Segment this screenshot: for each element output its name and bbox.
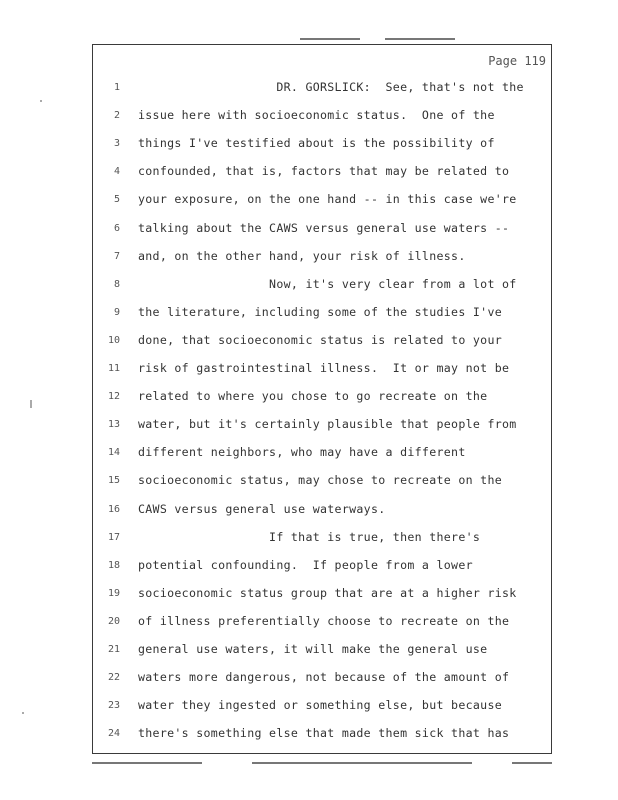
transcript-line xyxy=(96,502,548,522)
transcript-line xyxy=(96,249,548,269)
line-number: 5 xyxy=(113,194,120,205)
transcript-line xyxy=(96,642,548,662)
line-text: DR. GORSLICK: See, that's not the xyxy=(138,80,524,94)
line-text: related to where you chose to go recreate on the xyxy=(138,389,488,403)
line-text: waters more dangerous, not because of the amount of xyxy=(138,670,510,684)
line-text: risk of gastrointestinal illness. It or may not be xyxy=(138,361,510,375)
line-text: your exposure, on the one hand -- in this case we're xyxy=(138,192,517,206)
line-text: socioeconomic status group that are at a higher risk xyxy=(138,586,517,600)
line-number: 4 xyxy=(113,166,120,177)
line-number: 18 xyxy=(107,560,120,571)
transcript-line xyxy=(96,726,548,746)
scan-speck xyxy=(22,712,24,714)
line-number: 7 xyxy=(113,251,120,262)
line-text: done, that socioeconomic status is related to your xyxy=(138,333,503,347)
line-text: different neighbors, who may have a different xyxy=(138,445,466,459)
transcript-line xyxy=(96,614,548,634)
line-text: water, but it's certainly plausible that people from xyxy=(138,417,517,431)
line-number: 12 xyxy=(107,391,120,402)
transcript-line xyxy=(96,670,548,690)
line-number: 10 xyxy=(107,335,120,346)
scan-speck xyxy=(40,100,42,102)
line-number: 2 xyxy=(113,110,120,121)
transcript-line xyxy=(96,80,548,100)
line-number: 21 xyxy=(107,644,120,655)
transcript-line xyxy=(96,221,548,241)
transcript-line xyxy=(96,277,548,297)
line-text: CAWS versus general use waterways. xyxy=(138,502,386,516)
line-text: Now, it's very clear from a lot of xyxy=(138,277,517,291)
transcript-line xyxy=(96,136,548,156)
line-text: issue here with socioeconomic status. One of the xyxy=(138,108,495,122)
line-text: talking about the CAWS versus general use waters -- xyxy=(138,221,510,235)
line-number: 1 xyxy=(113,82,120,93)
line-text: there's something else that made them sick that has xyxy=(138,726,510,740)
line-text: and, on the other hand, your risk of illness. xyxy=(138,249,466,263)
line-text: water they ingested or something else, but because xyxy=(138,698,503,712)
line-number: 6 xyxy=(113,223,120,234)
page-number: Page 119 xyxy=(488,54,546,68)
scan-speck xyxy=(30,400,32,408)
transcript-line xyxy=(96,333,548,353)
transcript-line xyxy=(96,305,548,325)
line-text: If that is true, then there's xyxy=(138,530,481,544)
line-text: confounded, that is, factors that may be related to xyxy=(138,164,510,178)
line-number: 9 xyxy=(113,307,120,318)
footer-scan-mark xyxy=(92,758,562,768)
line-text: general use waters, it will make the general use xyxy=(138,642,488,656)
top-scan-mark xyxy=(300,38,360,40)
line-number: 19 xyxy=(107,588,120,599)
line-number: 23 xyxy=(107,700,120,711)
transcript-line xyxy=(96,698,548,718)
line-number: 14 xyxy=(107,447,120,458)
line-number: 3 xyxy=(113,138,120,149)
line-number: 13 xyxy=(107,419,120,430)
transcript-line xyxy=(96,586,548,606)
transcript-line xyxy=(96,389,548,409)
transcript-line xyxy=(96,108,548,128)
line-text: things I've testified about is the possibility of xyxy=(138,136,495,150)
line-text: of illness preferentially choose to recreate on the xyxy=(138,614,510,628)
line-text: potential confounding. If people from a lower xyxy=(138,558,473,572)
line-number: 15 xyxy=(107,475,120,486)
line-number: 24 xyxy=(107,728,120,739)
transcript-line xyxy=(96,417,548,437)
top-scan-mark xyxy=(385,38,455,40)
transcript-line xyxy=(96,192,548,212)
line-text: the literature, including some of the studies I've xyxy=(138,305,503,319)
transcript-line xyxy=(96,530,548,550)
transcript-line xyxy=(96,361,548,381)
transcript-line xyxy=(96,558,548,578)
line-number: 22 xyxy=(107,672,120,683)
transcript-line xyxy=(96,473,548,493)
line-number: 11 xyxy=(107,363,120,374)
line-number: 17 xyxy=(107,532,120,543)
line-number: 20 xyxy=(107,616,120,627)
transcript-line xyxy=(96,445,548,465)
transcript-line xyxy=(96,164,548,184)
line-number: 8 xyxy=(113,279,120,290)
line-number: 16 xyxy=(107,504,120,515)
line-text: socioeconomic status, may chose to recreate on the xyxy=(138,473,503,487)
